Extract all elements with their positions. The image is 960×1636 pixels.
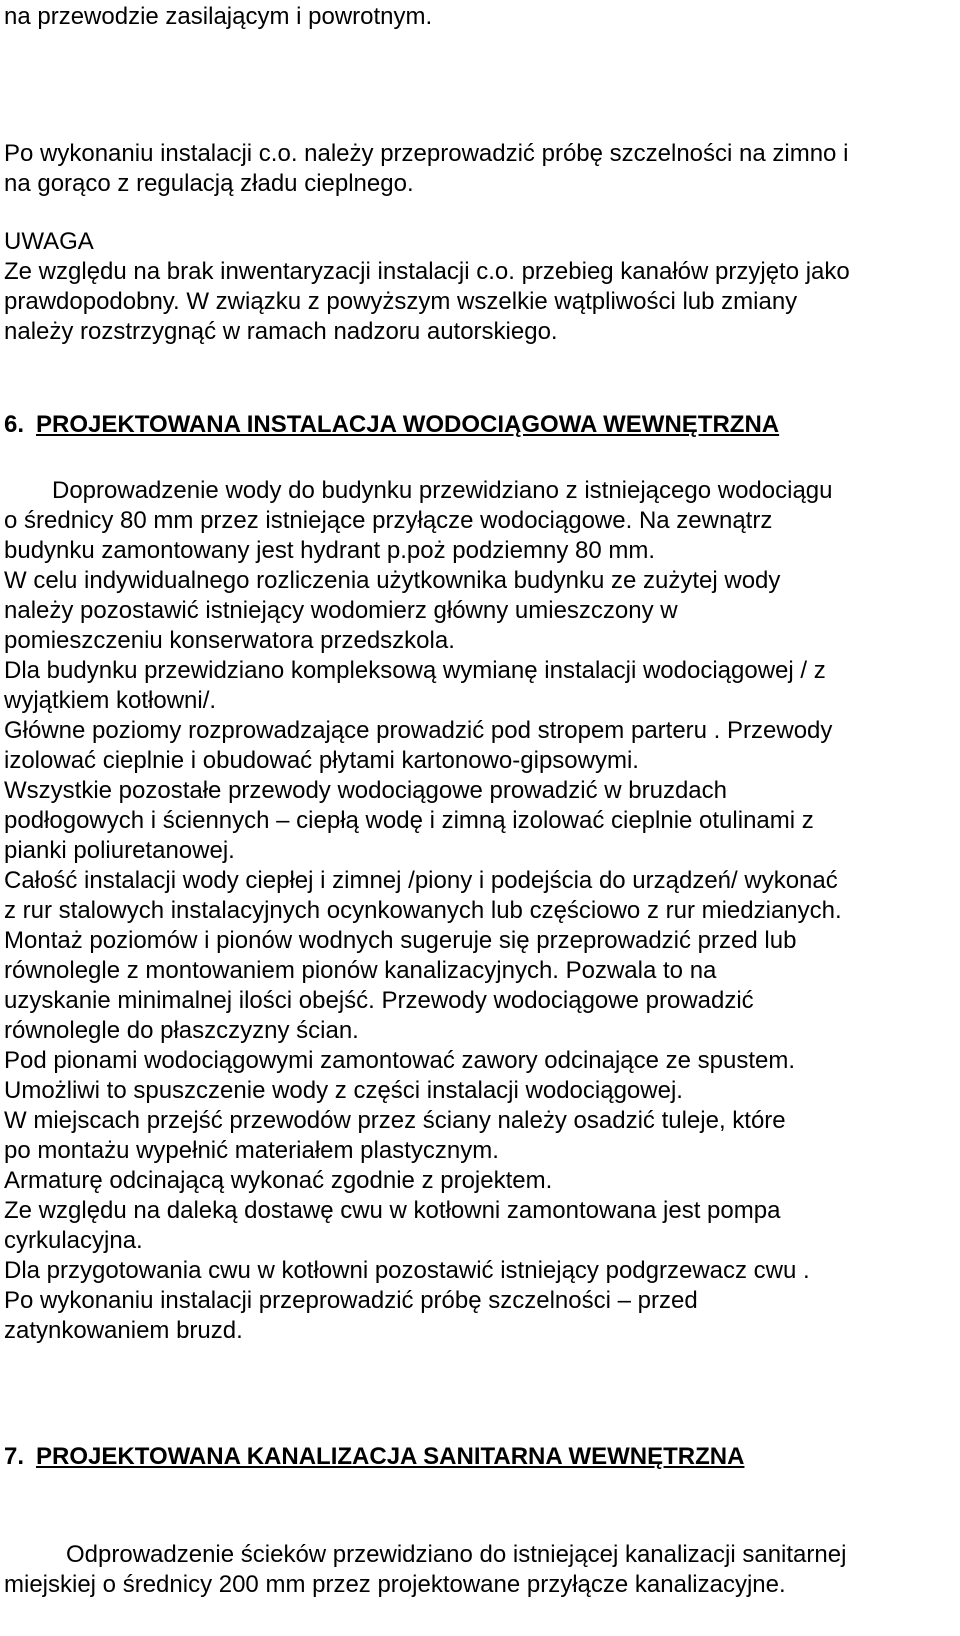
text-line: miejskiej o średnicy 200 mm przez projektowane przyłącze kanalizacyjne.: [4, 1571, 786, 1598]
text-line: równolegle z montowaniem pionów kanalizacyjnych. Pozwala to na: [4, 957, 717, 984]
text-line: Główne poziomy rozprowadzające prowadzić pod stropem parteru . Przewody: [4, 717, 833, 744]
text-line: izolować cieplnie i obudować płytami kartonowo-gipsowymi.: [4, 747, 639, 774]
section-number: 7.: [4, 1443, 25, 1470]
text-line: wyjątkiem kotłowni/.: [4, 687, 217, 714]
text-line: Dla przygotowania cwu w kotłowni pozostawić istniejący podgrzewacz cwu .: [4, 1257, 810, 1284]
text-line: cyrkulacyjna.: [4, 1227, 143, 1254]
text-line: na gorąco z regulacją zładu cieplnego.: [4, 170, 414, 197]
text-line: Ze względu na brak inwentaryzacji instalacji c.o. przebieg kanałów przyjęto jako: [4, 258, 850, 285]
text-line: uzyskanie minimalnej ilości obejść. Przewody wodociągowe prowadzić: [4, 987, 754, 1014]
text-line: pomieszczeniu konserwatora przedszkola.: [4, 627, 455, 654]
text-line: na przewodzie zasilającym i powrotnym.: [4, 3, 433, 30]
text-line: z rur stalowych instalacyjnych ocynkowanych lub częściowo z rur miedzianych.: [4, 897, 842, 924]
section-heading: [4, 410, 779, 440]
text-line: należy rozstrzygnąć w ramach nadzoru autorskiego.: [4, 318, 558, 345]
section-title: PROJEKTOWANA INSTALACJA WODOCIĄGOWA WEWNĘTRZNA: [36, 411, 780, 438]
text-line: podłogowych i ściennych – ciepłą wodę i zimną izolować cieplnie otulinami z: [4, 807, 814, 834]
text-line: W celu indywidualnego rozliczenia użytkownika budynku ze zużytej wody: [4, 567, 781, 594]
text-line: Całość instalacji wody ciepłej i zimnej /piony i podejścia do urządzeń/ wykonać: [4, 867, 838, 894]
warning-label: UWAGA: [4, 228, 94, 255]
section-title: PROJEKTOWANA KANALIZACJA SANITARNA WEWNĘTRZNA: [36, 1443, 745, 1470]
text-line: Doprowadzenie wody do budynku przewidziano z istniejącego wodociągu: [52, 477, 833, 504]
text-line: budynku zamontowany jest hydrant p.poż podziemny 80 mm.: [4, 537, 656, 564]
section-number: 6.: [4, 411, 25, 438]
text-line: równolegle do płaszczyzny ścian.: [4, 1017, 359, 1044]
text-line: Montaż poziomów i pionów wodnych sugeruje się przeprowadzić przed lub: [4, 927, 797, 954]
text-line: zatynkowaniem bruzd.: [4, 1317, 243, 1344]
text-line: Odprowadzenie ścieków przewidziano do istniejącej kanalizacji sanitarnej: [66, 1541, 847, 1568]
text-line: Pod pionami wodociągowymi zamontować zawory odcinające ze spustem.: [4, 1047, 796, 1074]
text-line: Dla budynku przewidziano kompleksową wymianę instalacji wodociągowej / z: [4, 657, 826, 684]
text-line: pianki poliuretanowej.: [4, 837, 235, 864]
text-line: Umożliwi to spuszczenie wody z części instalacji wodociągowej.: [4, 1077, 683, 1104]
text-line: Po wykonaniu instalacji c.o. należy przeprowadzić próbę szczelności na zimno i: [4, 140, 849, 167]
text-line: Armaturę odcinającą wykonać zgodnie z projektem.: [4, 1167, 553, 1194]
text-line: Wszystkie pozostałe przewody wodociągowe prowadzić w bruzdach: [4, 777, 727, 804]
text-line: po montażu wypełnić materiałem plastycznym.: [4, 1137, 499, 1164]
text-line: należy pozostawić istniejący wodomierz główny umieszczony w: [4, 597, 678, 624]
text-line: o średnicy 80 mm przez istniejące przyłącze wodociągowe. Na zewnątrz: [4, 507, 773, 534]
text-line: W miejscach przejść przewodów przez ściany należy osadzić tuleje, które: [4, 1107, 786, 1134]
section-heading: [4, 1442, 744, 1472]
text-line: Ze względu na daleką dostawę cwu w kotłowni zamontowana jest pompa: [4, 1197, 781, 1224]
text-line: prawdopodobny. W związku z powyższym wszelkie wątpliwości lub zmiany: [4, 288, 798, 315]
text-line: Po wykonaniu instalacji przeprowadzić próbę szczelności – przed: [4, 1287, 698, 1314]
